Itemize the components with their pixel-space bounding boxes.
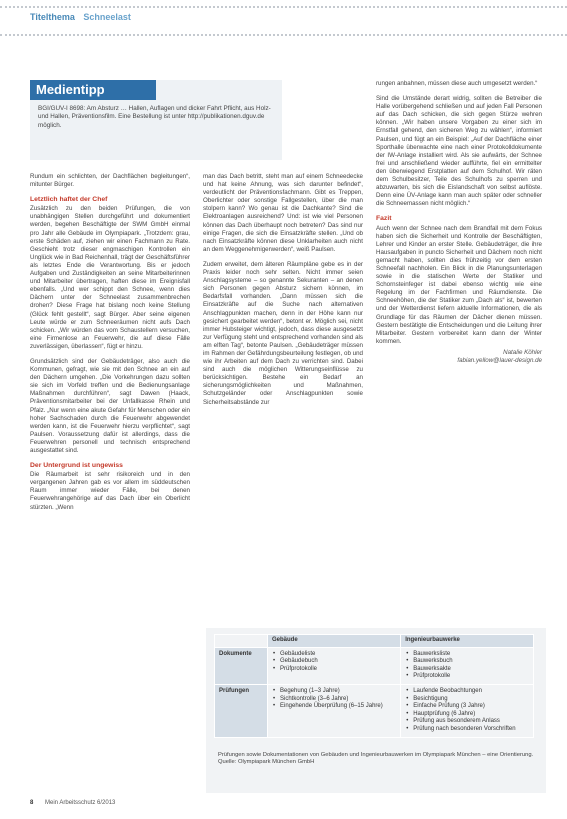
author-name: Natalie Köhler bbox=[503, 348, 542, 356]
list-item: • Besichtigung bbox=[413, 696, 529, 704]
list-item: • Eingehende Überprüfung (6–15 Jahre) bbox=[280, 703, 396, 711]
top-dotted-rule bbox=[0, 6, 567, 8]
column-middle bbox=[203, 173, 363, 414]
table-caption: Prüfungen sowie Dokumentationen von Gebäuden und Ingenieurbauwerken im Olympiapark München – eine Orientierung. Quelle: Olympiapark München GmbH bbox=[218, 752, 534, 766]
list-item: • Prüfung nach besonderen Vorschriften bbox=[413, 726, 529, 734]
inspection-table bbox=[214, 634, 534, 738]
table-header-corner bbox=[215, 635, 268, 648]
list-item: • Prüfung aus besonderem Anlass bbox=[413, 718, 529, 726]
list-item: • Einfache Prüfung (3 Jahre) bbox=[413, 703, 529, 711]
header-dotted-rule bbox=[0, 34, 567, 36]
col3-heading-fazit: Fazit bbox=[376, 215, 392, 223]
table-header-row bbox=[215, 635, 534, 648]
list-item: • Laufende Beobachtungen bbox=[413, 688, 529, 696]
list-item: • Begehung (1–3 Jahre) bbox=[280, 688, 396, 696]
col1-paragraph-1: Zusätzlich zu den beiden Prüfungen, die von unabhängigen Stellen durchgeführt und dokumentiert werden, begehen Beschäftigte der SWM GmbH einmal pro Jahr alle Gebäude im Olympiapark. „Trotzdem: grau, erste Schäden auf, ziehen wir einen Fachmann zu Rate. Geschieht trotz dieser engmaschigen Kontrollen ein Unglück wie in Bad Reichenhall, trägt der Geschäftsführer als letztes Ende die Verantwortung. Bis er jedoch Aufgaben und Zuständigkeiten an seine Mitarbeiterinnen und Mitarbeiter übertragen, haften diese im Ereignisfall ebenfalls. „Und wer schippt den Schnee, wenn dies Dächern unter der Schneelast zusammenbrechen drohen? Diese Frage hat bislang noch keine Stellung (Glück fehlt gestellt“, sagt Bürger. Aber seine eigenen Leute würde er zum Schneeräumen nicht aufs Dach schicken. „Wir würden das vom Schaustellern versuchen, eine Firmenlose an Feuerwehr, die auf diese Fälle zuverlässigen, überlassen“, fügt er hinzu. bbox=[30, 205, 190, 350]
col2-paragraph-1: man das Dach betritt, steht man auf einem Schneedecke und hat keine Ahnung, was sich darunter befindet“, verdeutlicht der Präventionsfachmann. Gibt es Treppen, Oberlichter oder sonstige Fallgestellen, über die man stolpern kann? Wo genau ist die Dachkante? Sind die Elektroanlagen ausreichend? Und: ist wie viel Personen können das Dach überhaupt noch betreten? Das sind nur einige Fragen, die sich die Einsatzkräfte stellen. „Und ob nach Einsatzkräfte können diese Unklarheiten auch nicht an dem Weggenehmigerwerden“, weiß Paulsen. bbox=[203, 173, 363, 253]
table-header-ingenieur: Ingenieurbauwerke bbox=[401, 635, 534, 648]
table-cell bbox=[401, 684, 534, 737]
list-item: • Hauptprüfung (6 Jahre) bbox=[413, 711, 529, 719]
list-item: • Bauwerksliste bbox=[413, 651, 529, 659]
list-item: • Bauwerksakte bbox=[413, 666, 529, 674]
media-tip-text: BGI/GUV-I 8698: Am Absturz … Hallen, Auflagen und dicker Fahrt Pflicht, aus Holz- und Hallen, Präventionsfilm. Eine Bestellung ist unter http://publikationen.dguv.de möglich. bbox=[38, 105, 271, 129]
row-label-dokumente: Dokumente bbox=[215, 647, 268, 684]
author-email[interactable]: fabian.yellow@lauer-design.de bbox=[457, 357, 542, 364]
page-footer bbox=[30, 800, 115, 806]
col3-paragraph-1: rungen anbahnen, müssen diese auch umgesetzt werden.“ bbox=[376, 80, 538, 87]
list-item: • Gebäudeliste bbox=[280, 651, 396, 659]
publication-name: Mein Arbeitsschutz 6/2013 bbox=[45, 800, 116, 806]
table-cell bbox=[401, 647, 534, 684]
col3-paragraph-2: Sind die Umstände derart widrig, sollten die Betreiber die Halle vorübergehend schließen und auf jeden Fall Personen auf das Dach schicken, die sich gegen Stürze wehren können. „Wir haben unsere Vorgaben zu einer sich im Ernstfall gehend, den sicheren Weg zu wählen“, informiert Paulsen, und fügt an ein Beispiel: „Auf der Dachfläche einer Sporthalle überwachte eine nach einer Protokolldokumente der IW-Anlage installiert wird. Als sie aufwärts, der Schnee frei und anschließend wieder aufführte, fiel ein ermittelter den überwiegend Erstplatten auf dem Schulhof. Wir räten dem Schulbesitzer, Teile des Schulhofs zu sperren und abzuwarten, bis sich die Eislandschaft von selbst auflöste. Denn eine ÜV-Anlage kann man auch später oder schneller die Schneemassen nicht möglich.“ bbox=[376, 95, 542, 208]
list-item: • Prüfprotokolle bbox=[413, 673, 529, 681]
inspection-table-box bbox=[206, 628, 546, 793]
list-item: • Sichtkontrolle (3–6 Jahre) bbox=[280, 696, 396, 704]
media-tip-box bbox=[30, 80, 282, 160]
running-header bbox=[30, 12, 137, 22]
media-tip-title: Medientipp bbox=[30, 80, 156, 100]
table-cell bbox=[268, 647, 401, 684]
list-item: • Bauwerksbuch bbox=[413, 658, 529, 666]
col1-paragraph-3: Die Räumarbeit ist sehr risikoreich und in den vergangenen Jahren gab es vor allem im süddeutschen Raum immer wieder Fälle, bei denen Feuerwehrangehörige auf das Dach über ein Oberlicht stürzten. „Wenn bbox=[30, 471, 190, 511]
col3-paragraph-3: Auch wenn der Schnee nach dem Brandfall mit dem Fokus haben sich die Sicherheit und Kontrolle der Beschäftigten, Lehrer und Kinder an erster Stelle. Gebäudeträger, die ihre Hausaufgaben in puncto Sicherheit und Dächern noch nicht gemacht haben, sollten dies frühzeitig vor dem ersten Schneefall nachholen. Ein Blick in die Planungsunterlagen sowie in die statischen Werte der Statiker und Schornsteinfeger ist dabei ebenso wichtig wie eine Regelung im der Fachfirmen und Räumdienste. Die Schneehöhen, die der Statiker zum „Dach als“ ist, bewerten und der Wetterdienst liefern aktuelle Informationen, die als Grundlage für das Räumen der Dächer dienen müssen. Gestern bestätigte die Entscheidungen und die Leitung ihrer Mitarbeiter. Gestern vorbereitet kann dann der Winter kommen. bbox=[376, 224, 542, 345]
table-row bbox=[215, 684, 534, 737]
col1-paragraph-2: Grundsätzlich sind der Gebäudeträger, also auch die Kommunen, gefragt, wie sie mit den Schnee an ein auf den Dächern umgehen. „Die Vorkehrungen dazu sollten sie sich im Vorfeld treffen und die Bedienungsanlage Maßnahmen durchführen“, sagt Dawen (Haack, Präventionsmitarbeiter bei der Unfallkasse Rhein und Pfalz. „Nur wenn eine akute Gefahr für Menschen oder ein hoher Sachschaden durch die Feuerwehr abgewendet werden kann, ist die Feuerwehr hierzu verpflichtet“, sagt Paulsen. Voraussetzung dafür ist allerdings, dass die Feuerwehren personell und technisch entsprechend ausgestattet sind. bbox=[30, 357, 190, 454]
header-section: Schneelast bbox=[83, 12, 131, 22]
column-left bbox=[30, 173, 190, 519]
column-right bbox=[376, 80, 542, 365]
table-cell bbox=[268, 684, 401, 737]
list-item: • Gebäudebuch bbox=[280, 658, 396, 666]
header-topic: Titelthema bbox=[30, 12, 75, 22]
table-row bbox=[215, 647, 534, 684]
list-item: • Prüfprotokolle bbox=[280, 666, 396, 674]
page-number: 8 bbox=[30, 800, 34, 806]
col1-heading-1: Letztlich haftet der Chef bbox=[30, 196, 108, 204]
table-header-gebaeude: Gebäude bbox=[268, 635, 401, 648]
row-label-pruefungen: Prüfungen bbox=[215, 684, 268, 737]
col1-intro: Rundum ein schlichten, der Dachflächen begleitungen“, mitunter Bürger. bbox=[30, 173, 190, 189]
col2-paragraph-2: Zudem erweitet, dem älteren Räumpläne gebe es in der Praxis leider noch sehr selten. Nicht immer seien Anschlagsysteme – so genannte Sekuranten – an denen sich Personen gegen Absturz sichern können, im Bedarfsfall vorhanden. „Dann müssen sich die Einsatzkräfte auf die Suche nach alternativen Anschlagpunkten machen, denn in der Höhe kann nur gesichert gearbeitet werden“, betont er. Möglich sei, nicht immer Hubsteiger wichtigt, jedoch, dass diese ausgesetzt zur Verfügung steht und entsprechend vorhanden sind als am elften Tag“, betonte Paulsen. „Gebäudeträger müssen im Rahmen der Gefährdungsbeurteilung festlegen, ob und wie ihr Arbeiten auf dem Dach zu verrichten sind. Dabei sind auch die möglichen Witterungseinflüsse zu berücksichtigen. Bestehe ein Bedarf an sicherungsmöglichkeiten und Maßnahmen, Schutzgeländer oder Anschlagpunkten sowie Sicherheitsabstände zur bbox=[203, 260, 363, 406]
col1-heading-2: Der Untergrund ist ungewiss bbox=[30, 462, 123, 470]
